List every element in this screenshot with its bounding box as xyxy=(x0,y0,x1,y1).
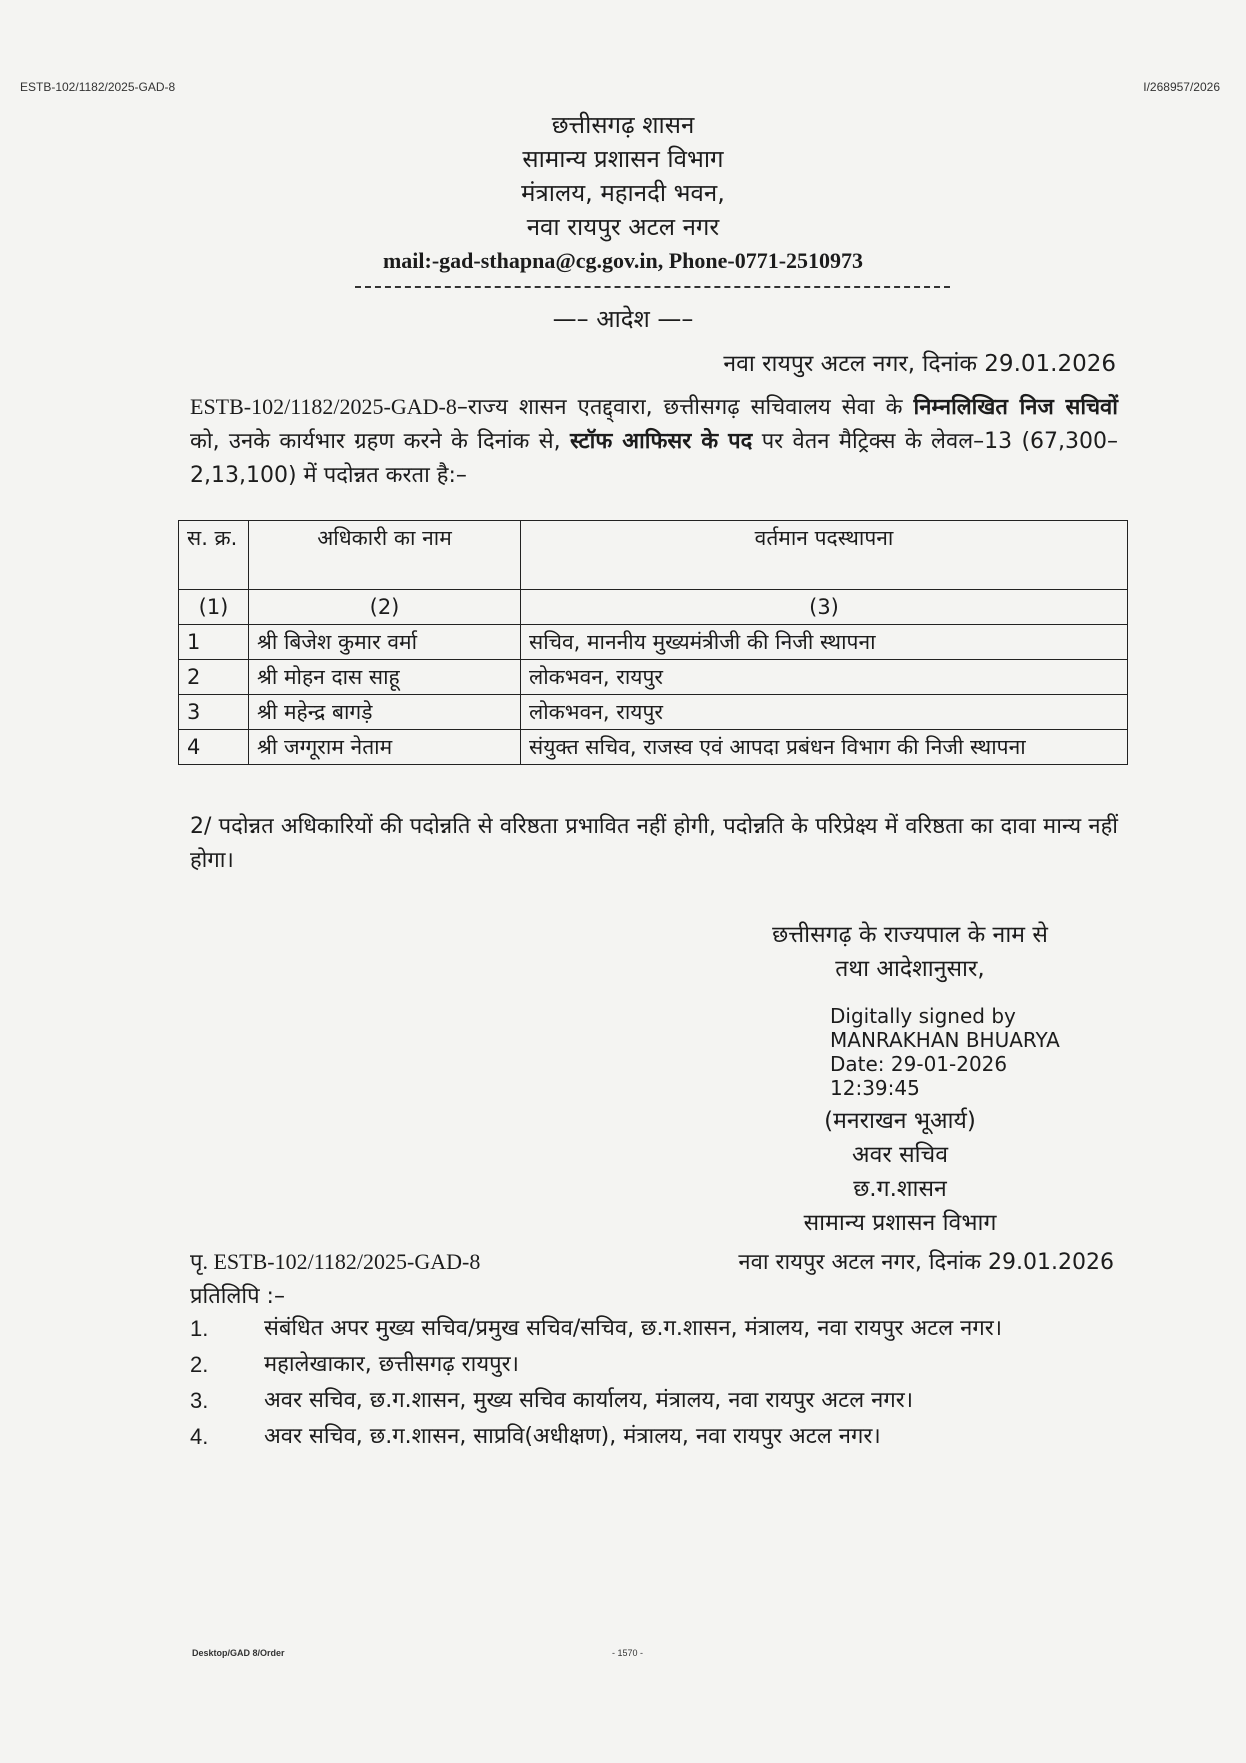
row-name: श्री मोहन दास साहू xyxy=(249,660,521,695)
list-item-text: अवर सचिव, छ.ग.शासन, साप्रवि(अधीक्षण), मंत्रालय, नवा रायपुर अटल नगर। xyxy=(264,1424,881,1449)
table-header-row xyxy=(179,521,1128,590)
table-row xyxy=(179,660,1128,695)
order-body-text-2: को, उनके कार्यभार ग्रहण करने के दिनांक से, xyxy=(190,429,570,454)
order-body-bold-2: स्टॉफ आफिसर के पद xyxy=(569,429,753,454)
file-reference-left: ESTB-102/1182/2025-GAD-8 xyxy=(20,80,176,94)
table-row xyxy=(179,730,1128,765)
endorsement-place-date: नवा रायपुर अटल नगर, दिनांक 29.01.2026 xyxy=(738,1250,1114,1275)
officers-table xyxy=(178,520,1128,765)
table-row xyxy=(179,695,1128,730)
signature-authority-1: छत्तीसगढ़ के राज्यपाल के नाम से xyxy=(772,922,1048,948)
list-item xyxy=(190,1348,1118,1382)
row-sn: 4 xyxy=(179,730,249,765)
header-posting: वर्तमान पदस्थापना xyxy=(521,521,1128,590)
letterhead-govt: छत्तीसगढ़ शासन xyxy=(551,111,695,139)
order-reference: ESTB-102/1182/2025-GAD-8 xyxy=(190,394,457,419)
order-title: —– आदेश —– xyxy=(552,305,694,333)
row-name: श्री महेन्द्र बागड़े xyxy=(249,695,521,730)
digital-signature-date: Date: 29-01-2026 xyxy=(830,1052,1008,1076)
list-item-text: संबंधित अपर मुख्य सचिव/प्रमुख सचिव/सचिव, छ.ग.शासन, मंत्रालय, नवा रायपुर अटल नगर। xyxy=(264,1316,1003,1341)
list-item-text: महालेखाकार, छत्तीसगढ़ रायपुर। xyxy=(264,1352,519,1377)
list-item-text: अवर सचिव, छ.ग.शासन, मुख्य सचिव कार्यालय, मंत्रालय, नवा रायपुर अटल नगर। xyxy=(264,1388,914,1413)
row-posting: लोकभवन, रायपुर xyxy=(521,695,1128,730)
colnum-3: (3) xyxy=(521,590,1128,625)
row-sn: 1 xyxy=(179,625,249,660)
list-item xyxy=(190,1420,1118,1454)
list-item xyxy=(190,1312,1118,1346)
row-name: श्री जग्गूराम नेताम xyxy=(249,730,521,765)
seniority-note: 2/ पदोन्नत अधिकारियों की पदोन्नति से वरिष्ठता प्रभावित नहीं होगी, पदोन्नति के परिप्रेक्ष्य में वरिष्ठता का दावा मान्य नहीं होगा। xyxy=(190,814,1118,873)
order-body xyxy=(190,390,1118,493)
row-posting: संयुक्त सचिव, राजस्व एवं आपदा प्रबंधन विभाग की निजी स्थापना xyxy=(521,730,1128,765)
signatory-govt: छ.ग.शासन xyxy=(853,1176,947,1202)
row-sn: 3 xyxy=(179,695,249,730)
signatory-name: (मनराखन भूआर्य) xyxy=(824,1108,976,1134)
letterhead-building: मंत्रालय, महानदी भवन, xyxy=(521,179,725,207)
digital-signature-label: Digitally signed by xyxy=(830,1004,1016,1028)
row-posting: लोकभवन, रायपुर xyxy=(521,660,1128,695)
footer-page-number: - 1570 - xyxy=(612,1648,644,1658)
colnum-1: (1) xyxy=(179,590,249,625)
file-reference-right: I/268957/2026 xyxy=(1143,80,1220,94)
table-row xyxy=(179,625,1128,660)
signatory-dept: सामान्य प्रशासन विभाग xyxy=(803,1210,997,1236)
copy-list xyxy=(190,1312,1118,1456)
footer-file-path: Desktop/GAD 8/Order xyxy=(192,1648,285,1658)
endorsement-ref: पृ. ESTB-102/1182/2025-GAD-8 xyxy=(190,1249,481,1274)
list-item xyxy=(190,1384,1118,1418)
copy-label: प्रतिलिपि :– xyxy=(190,1284,285,1309)
order-place-date: नवा रायपुर अटल नगर, दिनांक 29.01.2026 xyxy=(723,351,1116,377)
header-divider xyxy=(355,286,950,288)
signatory-designation: अवर सचिव xyxy=(852,1142,948,1168)
header-sn: स. क्र. xyxy=(179,521,249,590)
list-item-number: 1. xyxy=(190,1316,209,1341)
colnum-2: (2) xyxy=(249,590,521,625)
row-name: श्री बिजेश कुमार वर्मा xyxy=(249,625,521,660)
row-posting: सचिव, माननीय मुख्यमंत्रीजी की निजी स्थापना xyxy=(521,625,1128,660)
list-item-number: 4. xyxy=(190,1424,209,1449)
order-body-text-1: –राज्य शासन एतद्द्वारा, छत्तीसगढ़ सचिवालय सेवा के xyxy=(456,395,914,420)
order-body-text-3: पर वेतन मैट्रिक्स के लेवल–13 (67,300–2,13,100) में पदोन्नत करता है:– xyxy=(190,429,1119,488)
signature-authority-2: तथा आदेशानुसार, xyxy=(835,956,985,982)
table-colnum-row xyxy=(179,590,1128,625)
letterhead-contact: mail:-gad-sthapna@cg.gov.in, Phone-0771-2510973 xyxy=(382,248,864,273)
header-name: अधिकारी का नाम xyxy=(249,521,521,590)
letterhead-dept: सामान्य प्रशासन विभाग xyxy=(522,145,724,173)
row-sn: 2 xyxy=(179,660,249,695)
list-item-number: 2. xyxy=(190,1352,209,1377)
digital-signature xyxy=(830,1004,1060,1100)
digital-signature-name: MANRAKHAN BHUARYA xyxy=(830,1028,1060,1052)
digital-signature-time: 12:39:45 xyxy=(830,1076,920,1100)
list-item-number: 3. xyxy=(190,1388,209,1413)
order-body-bold-1: निम्नलिखित निज सचिवों xyxy=(913,395,1118,420)
letterhead-city: नवा रायपुर अटल नगर xyxy=(526,213,720,241)
